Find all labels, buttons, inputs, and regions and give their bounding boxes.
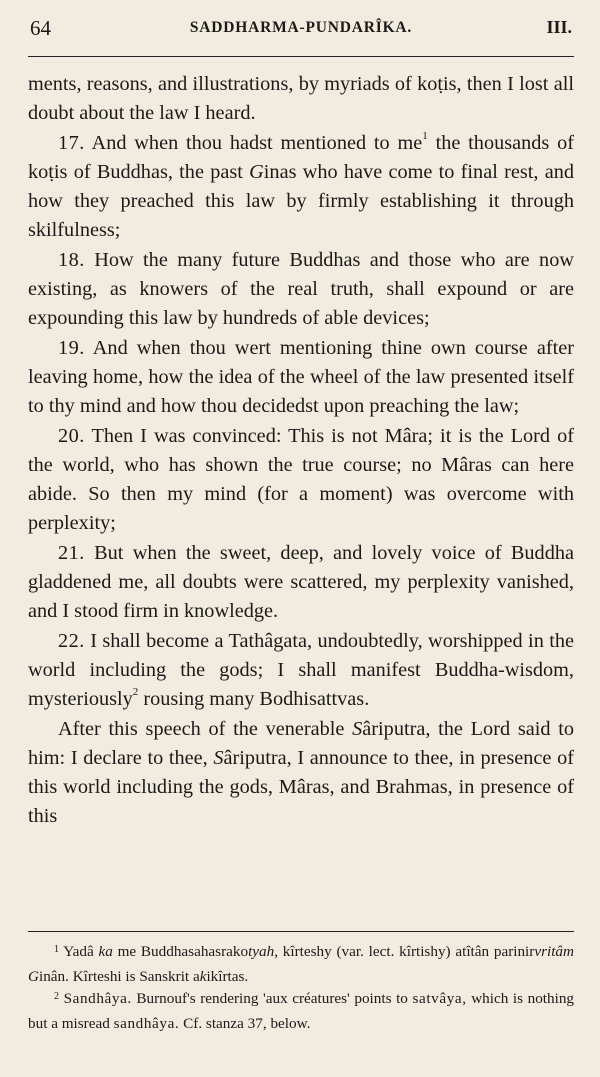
- footnote-ref: 2: [132, 686, 139, 699]
- main-text: [28, 70, 574, 832]
- verse-number: 19.: [58, 336, 85, 359]
- footnote-rule: [28, 931, 574, 932]
- verse-number: 18.: [58, 248, 85, 271]
- verse-18: 18. How the many future Buddhas and those who are now existing, as knowers of the real truth, shall expound or are expounding this law by hundreds of able devices;: [28, 248, 574, 330]
- footnote-1: $^1$ Yadâ ka me Buddhasahasrakotyah, kîrteshy (var. lect. kîrtishy) atîtân parinirvritâm Ginân. Kîrteshi is Sanskrit akikîrtas.: [28, 943, 574, 985]
- verse-20: 20. Then I was convinced: This is not Mâra; it is the Lord of the world, who has shown the true course; no Mâras can here abide. So then my mind (for a moment) was overcome with perplexity;: [28, 424, 574, 535]
- verse-19: 19. And when thou wert mentioning thine own course after leaving home, how the idea of the wheel of the law presented itself to thy mind and how thou decidedst upon preaching the law;: [28, 336, 574, 418]
- verse-17: 17. And when thou hadst mentioned to $me^1$ the thousands of koṭis of Buddhas, the past Ginas who have come to final rest, and how they preached this law by firmly establishing it through skilfulness;: [28, 129, 575, 242]
- verse-number: 17.: [58, 131, 85, 154]
- prose-paragraph: After this speech of the venerable Sâriputra, the Lord said to him: I declare to thee, Sâriputra, I announce to thee, in presence of this world including the gods, Mâras, and Brahmas, in presence of this: [28, 717, 575, 828]
- paragraph-continued: ments, reasons, and illustrations, by myriads of koṭis, then I lost all doubt about the law I heard.: [28, 73, 574, 125]
- footnote-2: $^2$ Sandhâya. Burnouf's rendering 'aux créatures' points to satvâya, which is nothing but a misread sandhâya. Cf. stanza 37, below.: [28, 990, 575, 1032]
- footnote-ref: 1: [422, 129, 428, 142]
- chapter-number: III.: [546, 17, 572, 37]
- verse-22: 22. I shall become a Tathâgata, undoubtedly, worshipped in the world including the gods; I shall manifest Buddha-wisdom, mysteriously$^2$ rousing many Bodhisattvas.: [28, 629, 574, 711]
- footnotes: [28, 941, 574, 1035]
- verse-number: 22.: [58, 629, 85, 652]
- running-title: SADDHARMA-PUNDARÎKA.: [189, 19, 413, 36]
- running-header: [28, 16, 574, 57]
- verse-21: 21. But when the sweet, deep, and lovely voice of Buddha gladdened me, all doubts were scattered, my perplexity vanished, and I stood firm in knowledge.: [28, 541, 574, 623]
- verse-number: 21.: [58, 541, 85, 564]
- page-number: 64: [30, 16, 51, 40]
- verse-number: 20.: [58, 424, 85, 447]
